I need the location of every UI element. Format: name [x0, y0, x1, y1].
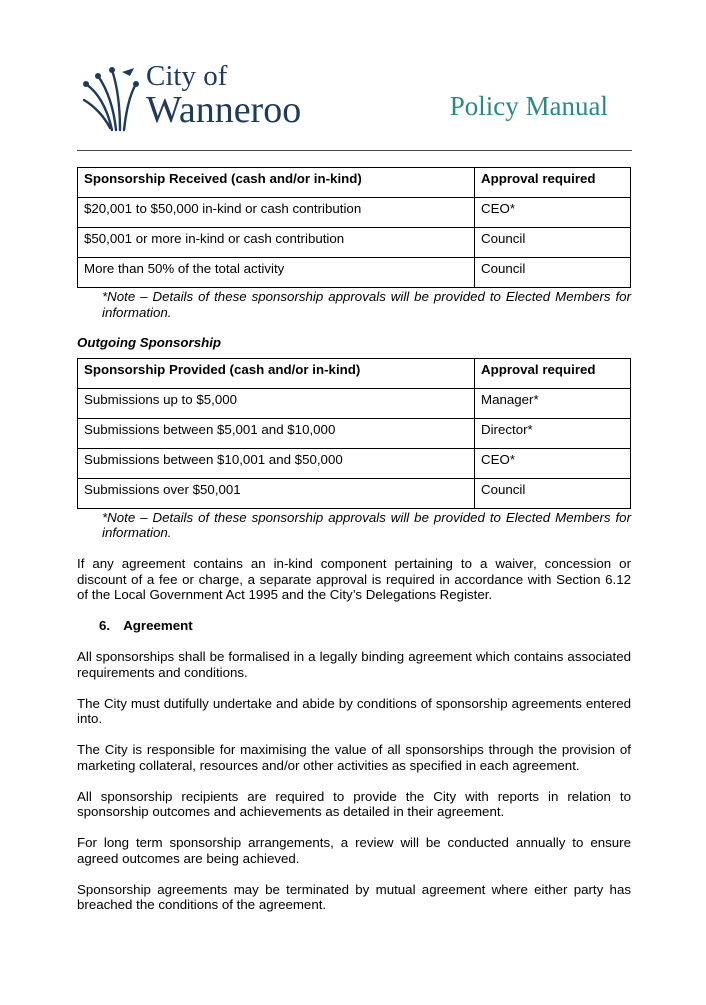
table-cell: Submissions over $50,001 — [78, 478, 475, 508]
body-paragraph: The City must dutifully undertake and abide by conditions of sponsorship agreements entered into. — [77, 695, 631, 726]
column-header: Approval required — [475, 168, 631, 198]
table-row — [78, 198, 631, 228]
table-cell: $20,001 to $50,000 in-kind or cash contribution — [78, 198, 475, 228]
approval-note: *Note – Details of these sponsorship approvals will be provided to Elected Members for information. — [102, 509, 631, 540]
logo-line2: Wanneroo — [146, 89, 302, 131]
body-paragraph: For long term sponsorship arrangements, a review will be conducted annually to ensure agreed outcomes are being achieved. — [77, 835, 631, 866]
table-header-row — [78, 358, 631, 388]
table-row — [78, 448, 631, 478]
table-row — [78, 228, 631, 258]
column-header: Sponsorship Received (cash and/or in-kind) — [78, 168, 475, 198]
table-cell: Submissions up to $5,000 — [78, 388, 475, 418]
table-cell: Council — [475, 258, 631, 288]
document-title: Policy Manual — [449, 91, 608, 121]
table-cell: Submissions between $5,001 and $10,000 — [78, 418, 475, 448]
table-cell: Council — [475, 478, 631, 508]
approval-note: *Note – Details of these sponsorship approvals will be provided to Elected Members for information. — [102, 289, 631, 320]
table-row — [78, 258, 631, 288]
section-title: Agreement — [123, 618, 193, 633]
body-paragraph: All sponsorships shall be formalised in a legally binding agreement which contains associated requirements and conditions. — [77, 649, 631, 680]
page-content — [77, 167, 631, 913]
body-paragraph: The City is responsible for maximising the value of all sponsorships through the provision of marketing collateral, resources and/or other activities as specified in each agreement. — [77, 742, 631, 773]
table-cell: Council — [475, 228, 631, 258]
sponsorship-received-table — [77, 167, 631, 288]
section-number: 6. — [99, 618, 111, 633]
table-row — [78, 418, 631, 448]
header-divider — [77, 150, 632, 151]
section-heading — [99, 618, 631, 634]
table-header-row — [78, 168, 631, 198]
table-cell: $50,001 or more in-kind or cash contribution — [78, 228, 475, 258]
column-header: Sponsorship Provided (cash and/or in-kind) — [78, 358, 475, 388]
table-cell: Submissions between $10,001 and $50,000 — [78, 448, 475, 478]
body-paragraph: All sponsorship recipients are required to provide the City with reports in relation to sponsorship outcomes and achievements as detailed in their agreement. — [77, 788, 631, 819]
table-cell: Director* — [475, 418, 631, 448]
body-paragraph: Sponsorship agreements may be terminated by mutual agreement where either party has breached the conditions of the agreement. — [77, 881, 631, 912]
logo-line1: City of — [146, 60, 228, 92]
sponsorship-provided-table — [77, 358, 631, 509]
table-cell: More than 50% of the total activity — [78, 258, 475, 288]
city-logo-icon — [78, 64, 148, 136]
table-cell: CEO* — [475, 448, 631, 478]
outgoing-sponsorship-heading: Outgoing Sponsorship — [77, 335, 222, 350]
table-cell: CEO* — [475, 198, 631, 228]
column-header: Approval required — [475, 358, 631, 388]
table-cell: Manager* — [475, 388, 631, 418]
table-row — [78, 478, 631, 508]
table-row — [78, 388, 631, 418]
in-kind-paragraph: If any agreement contains an in-kind component pertaining to a waiver, concession or discount of a fee or charge, a separate approval is required in accordance with Section 6.12 of the Local Government Act 1995 and the City’s Delegations Register. — [77, 556, 631, 602]
